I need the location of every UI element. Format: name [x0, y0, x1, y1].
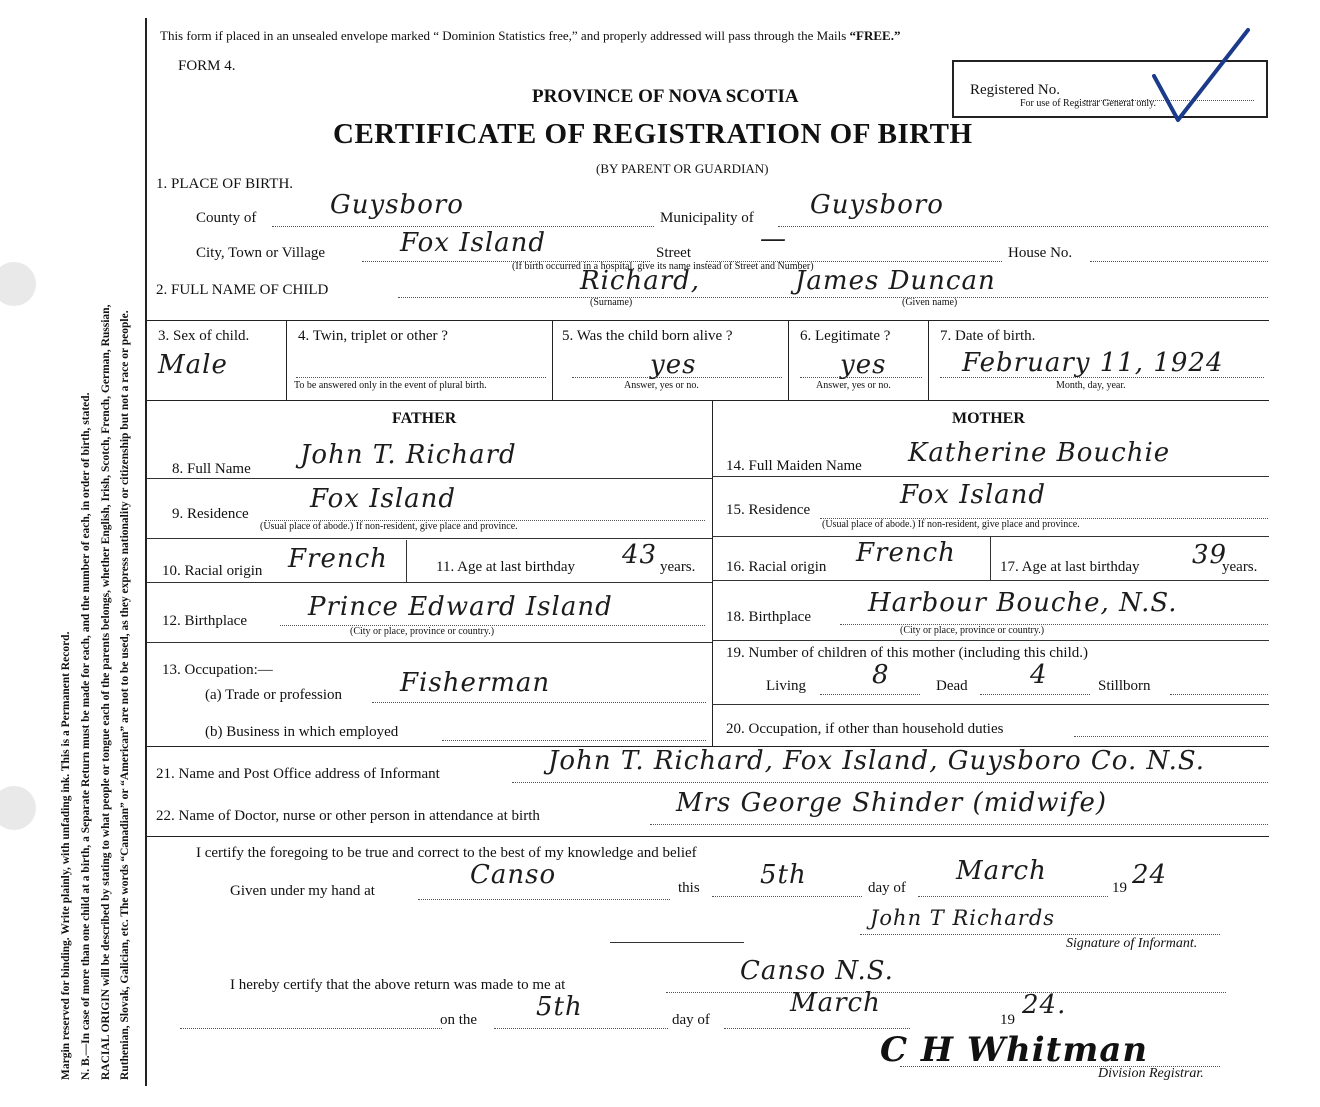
mother-residence-value: Fox Island: [900, 480, 1047, 510]
dob-value: February 11, 1924: [962, 348, 1224, 378]
mother-heading: MOTHER: [952, 410, 1025, 427]
alive-label: 5. Was the child born alive ?: [562, 328, 733, 344]
registered-label: Registered No.: [970, 82, 1060, 98]
municipality-label: Municipality of: [660, 210, 754, 226]
father-birthplace-label: 12. Birthplace: [162, 613, 247, 629]
surname-caption: (Surname): [590, 297, 633, 308]
legit-note: Answer, yes or no.: [816, 380, 891, 391]
registered-note: For use of Registrar General only.: [1020, 98, 1156, 109]
month-value: March: [956, 856, 1047, 886]
mother-bp-note: (City or place, province or country.): [900, 625, 1045, 636]
trade-label: (a) Trade or profession: [205, 687, 343, 703]
street-value: —: [760, 224, 787, 254]
mother-age-label: 17. Age at last birthday: [1000, 559, 1140, 575]
twin-label: 4. Twin, triplet or other ?: [298, 328, 448, 344]
stillborn-label: Stillborn: [1098, 678, 1151, 694]
business-label: (b) Business in which employed: [205, 724, 399, 740]
side-note-1: Margin reserved for binding. Write plainly, with unfading ink. This is a Permanent Record.: [60, 631, 72, 1080]
mother-residence-label: 15. Residence: [726, 502, 811, 518]
doctor-value: Mrs George Shinder (midwife): [676, 788, 1108, 818]
reg-year-value: 24.: [1022, 990, 1067, 1020]
informant-signature: John T Richards: [870, 906, 1056, 930]
side-note-2: N. B.—In case of more than one child at a birth, a Separate Return must be made for each, and the number of each, in order of birth, stated.: [80, 392, 92, 1080]
on-the-label: on the: [440, 1012, 478, 1028]
street-label: Street: [656, 245, 691, 261]
year-prefix-2: 19: [1000, 1012, 1015, 1028]
father-residence-value: Fox Island: [310, 484, 457, 514]
mother-years-label: years.: [1222, 559, 1258, 575]
alive-note: Answer, yes or no.: [624, 380, 699, 391]
sex-value: Male: [158, 350, 228, 380]
city-label: City, Town or Village: [196, 245, 326, 261]
given-caption: (Given name): [902, 297, 958, 308]
checkmark-icon: [1140, 24, 1260, 134]
father-age-label: 11. Age at last birthday: [436, 559, 575, 575]
informant-label: 21. Name and Post Office address of Informant: [156, 766, 440, 782]
dead-value: 4: [1030, 660, 1048, 690]
mailing-notice: This form if placed in an unsealed envelope marked “ Dominion Statistics free,” and properly addressed will pass through the Mails “FREE.”: [160, 28, 901, 43]
mother-race-label: 16. Racial origin: [726, 559, 827, 575]
place-of-birth-label: 1. PLACE OF BIRTH.: [156, 176, 294, 192]
binding-hole-bottom: [0, 786, 36, 830]
form-number: FORM 4.: [178, 58, 236, 74]
subtitle: (BY PARENT OR GUARDIAN): [596, 161, 769, 176]
children-label: 19. Number of children of this mother (including this child.): [726, 645, 1089, 661]
side-note-3: RACIAL ORIGIN will be described by stating to what people or tongue each of the parents belongs, whether English, Irish, Scotch, French, German, Russian,: [100, 304, 112, 1080]
signature-informant-label: Signature of Informant.: [1066, 936, 1198, 951]
hospital-note: (If birth occurred in a hospital, give its name instead of Street and Number): [512, 261, 814, 272]
certify-text: I certify the foregoing to be true and correct to the best of my knowledge and belief: [196, 845, 697, 861]
day-of-label: day of: [868, 880, 906, 896]
given-at-value: Canso: [470, 860, 557, 890]
binding-hole-top: [0, 262, 36, 306]
division-registrar-label: Division Registrar.: [1098, 1066, 1204, 1081]
mother-birthplace-value: Harbour Bouche, N.S.: [868, 588, 1178, 618]
reg-day-value: 5th: [536, 992, 583, 1022]
mother-name-label: 14. Full Maiden Name: [726, 458, 862, 474]
father-abode-note: (Usual place of abode.) If non-resident, give place and province.: [260, 521, 518, 532]
dob-note: Month, day, year.: [1056, 380, 1126, 391]
city-value: Fox Island: [400, 228, 547, 258]
mother-race-value: French: [856, 538, 956, 568]
day-of-label-2: day of: [672, 1012, 710, 1028]
given-name-value: James Duncan: [795, 266, 996, 296]
dob-label: 7. Date of birth.: [940, 328, 1036, 344]
full-name-label: 2. FULL NAME OF CHILD: [156, 282, 329, 298]
trade-value: Fisherman: [400, 668, 551, 698]
father-heading: FATHER: [392, 410, 457, 427]
father-birthplace-value: Prince Edward Island: [308, 592, 613, 622]
reg-month-value: March: [790, 988, 881, 1018]
legit-value: yes: [840, 350, 887, 380]
father-race-value: French: [288, 544, 388, 574]
father-name-value: John T. Richard: [300, 440, 517, 470]
this-label: this: [678, 880, 700, 896]
legit-label: 6. Legitimate ?: [800, 328, 891, 344]
doctor-label: 22. Name of Doctor, nurse or other person in attendance at birth: [156, 808, 540, 824]
informant-value: John T. Richard, Fox Island, Guysboro Co. N.S.: [548, 746, 1206, 776]
hereby-text: I hereby certify that the above return was made to me at: [230, 977, 566, 993]
sex-label: 3. Sex of child.: [158, 328, 250, 344]
living-label: Living: [766, 678, 806, 694]
father-years-label: years.: [660, 559, 696, 575]
mother-birthplace-label: 18. Birthplace: [726, 609, 811, 625]
dead-label: Dead: [936, 678, 968, 694]
province-heading: PROVINCE OF NOVA SCOTIA: [532, 86, 799, 107]
year-prefix: 19: [1112, 880, 1127, 896]
county-value: Guysboro: [330, 190, 464, 220]
day-value: 5th: [760, 860, 807, 890]
father-age-value: 43: [622, 540, 658, 570]
mother-occupation-label: 20. Occupation, if other than household duties: [726, 721, 1004, 737]
house-label: House No.: [1008, 245, 1073, 261]
county-label: County of: [196, 210, 257, 226]
given-at-label: Given under my hand at: [230, 883, 375, 899]
father-name-label: 8. Full Name: [172, 461, 251, 477]
mother-name-value: Katherine Bouchie: [908, 438, 1171, 468]
year-value: 24: [1132, 860, 1168, 890]
registrar-signature: C H Whitman: [880, 1030, 1149, 1070]
reg-place-value: Canso N.S.: [740, 956, 894, 986]
father-residence-label: 9. Residence: [172, 506, 249, 522]
father-race-label: 10. Racial origin: [162, 563, 263, 579]
father-bp-note: (City or place, province or country.): [350, 626, 495, 637]
living-value: 8: [872, 660, 890, 690]
side-note-4: Ruthenian, Slovak, Galician, etc. The words “Canadian” or “American” are not to be used, as they express nationality or citizenship but not a race or people.: [119, 310, 131, 1080]
alive-value: yes: [650, 350, 697, 380]
occupation-label: 13. Occupation:—: [162, 662, 273, 678]
surname-value: Richard,: [580, 266, 701, 296]
mother-age-value: 39: [1192, 540, 1228, 570]
twin-note: To be answered only in the event of plural birth.: [294, 380, 487, 391]
municipality-value: Guysboro: [810, 190, 944, 220]
mother-abode-note: (Usual place of abode.) If non-resident, give place and province.: [822, 519, 1080, 530]
page-title: CERTIFICATE OF REGISTRATION OF BIRTH: [333, 118, 973, 150]
